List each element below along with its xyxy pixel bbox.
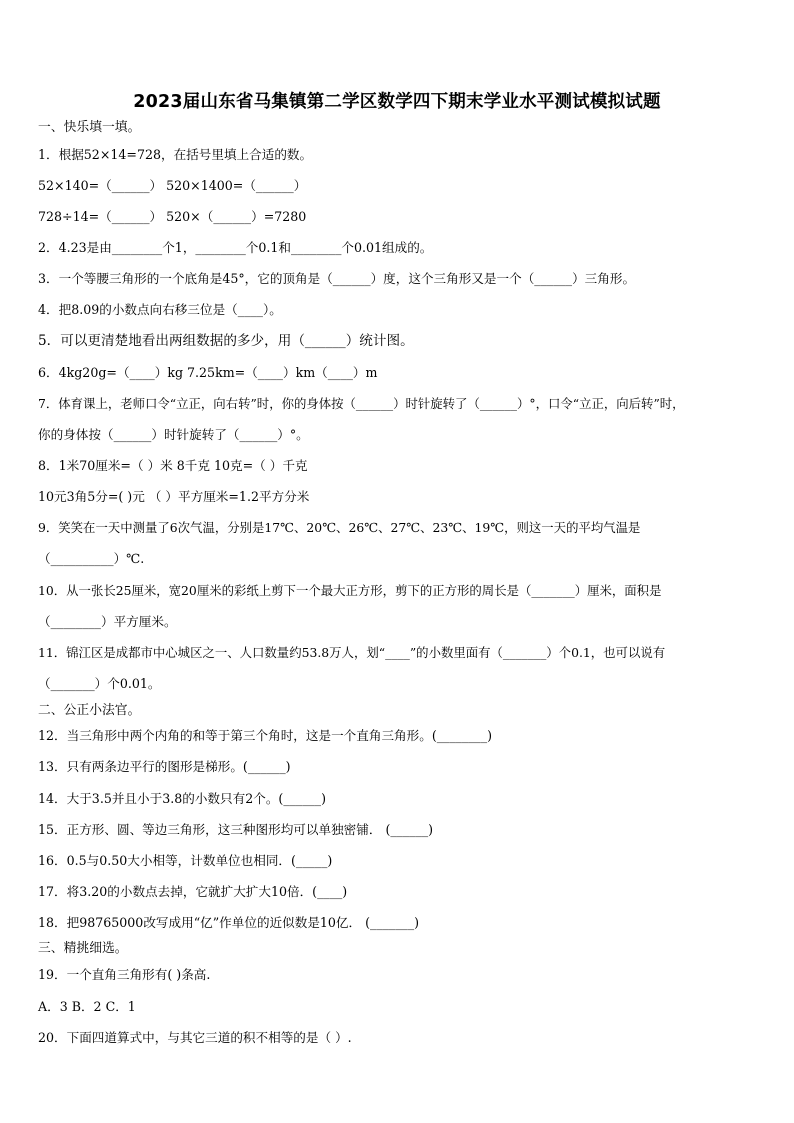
question-4: 4．把8.09的小数点向右移三位是（____）。 [38,302,282,317]
question-9: 9．笑笑在一天中测量了6次气温，分别是17℃、20℃、26℃、27℃、23℃、19℃，则这一天的平均气温是 [38,520,641,535]
page-title: 2023届山东省马集镇第二学区数学四下期末学业水平测试模拟试题 [133,92,661,112]
question-6: 6．4kg20g=（____）kg 7.25km=（____）km（____）m [38,365,378,380]
question-5: 5．可以更清楚地看出两组数据的多少，用（______）统计图。 [38,333,414,349]
question-1: 1．根据52×14=728，在括号里填上合适的数。 [38,147,313,162]
question-14: 14．大于3.5并且小于3.8的小数只有2个。(______) [38,791,327,806]
question-17: 17．将3.20的小数点去掉，它就扩大扩大10倍．(____) [38,884,348,899]
section-heading: 一、快乐填一填。 [38,120,141,135]
question-1-row-a: 52×140=（______） 520×1400=（______） [38,178,307,193]
question-1-row-b: 728÷14=（______） 520×（______）=7280 [38,209,307,224]
question-11: 11．锦江区是成都市中心城区之一、人口数量约53.8万人，划“____”的小数里面有（_______）个0.1，也可以说有 [38,645,666,660]
question-2: 2．4.23是由________个1，________个0.1和________个0.01组成的。 [38,240,433,255]
question-13: 13．只有两条边平行的图形是梯形。(______) [38,759,291,774]
question-7: 7．体育课上，老师口令“立正，向右转”时，你的身体按（______）时针旋转了（______）°，口令“立正，向后转”时， [38,396,685,411]
question-19: 19．一个直角三角形有( )条高. [38,967,211,982]
question-19-options: A．3 B．2 C．1 [38,999,136,1014]
question-11-cont: （_______）个0.01。 [38,676,161,691]
question-15: 15．正方形、圆、等边三角形，这三种图形均可以单独密铺． (______) [38,822,434,837]
question-18: 18．把98765000改写成用“亿”作单位的近似数是10亿． (_______) [38,915,420,930]
question-10-cont: （________）平方厘米。 [38,614,177,629]
question-3: 3．一个等腰三角形的一个底角是45°，它的顶角是（______）度，这个三角形又是一个（______）三角形。 [38,271,636,286]
question-12: 12．当三角形中两个内角的和等于第三个角时，这是一个直角三角形。(________) [38,728,493,743]
question-9-cont: （__________）℃. [38,551,145,566]
section-heading: 三、精挑细选。 [38,941,128,956]
question-20: 20．下面四道算式中，与其它三道的积不相等的是（ ）. [38,1030,352,1045]
question-8-cont: 10元3角5分=( )元 （ ）平方厘米=1.2平方分米 [38,489,310,504]
question-16: 16．0.5与0.50大小相等，计数单位也相同．(_____) [38,853,333,868]
section-heading: 二、公正小法官。 [38,703,141,718]
question-10: 10．从一张长25厘米，宽20厘米的彩纸上剪下一个最大正方形，剪下的正方形的周长是（_______）厘米，面积是 [38,583,662,598]
question-8: 8．1米70厘米=（ ）米 8千克 10克=（ ）千克 [38,458,308,473]
question-7-cont: 你的身体按（______）时针旋转了（______）°。 [38,427,309,442]
